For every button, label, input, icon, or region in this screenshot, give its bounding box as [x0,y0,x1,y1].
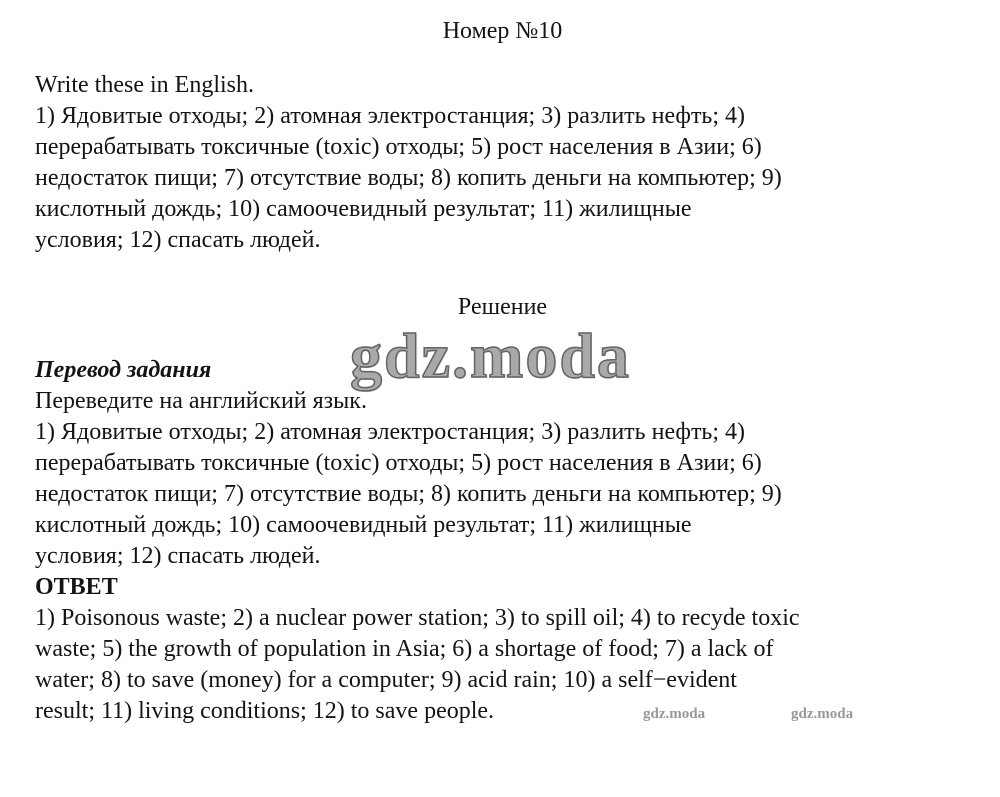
task-line: недостаток пищи; 7) отсутствие воды; 8) копить деньги на компьютер; 9) [35,165,782,191]
answer-line: water; 8) to save (money) for a computer; 9) acid rain; 10) a self−evident [35,667,737,693]
task-line: кислотный дождь; 10) самоочевидный результат; 11) жилищные [35,196,692,222]
answer-line: result; 11) living conditions; 12) to save people. [35,698,495,724]
page-title: Номер №10 [442,18,563,44]
task-intro: Write these in English. [35,72,254,98]
answer-line: waste; 5) the growth of population in Asia; 6) a shortage of food; 7) a lack of [35,636,774,662]
answer-line: 1) Poisonous waste; 2) a nuclear power station; 3) to spill oil; 4) to recyde toxic [35,605,800,631]
watermark-small: gdz.moda [643,706,706,722]
translation-intro: Переведите на английский язык. [35,388,367,414]
watermark-large: gdz.moda [350,320,631,391]
watermark-small: gdz.moda [791,706,854,722]
answer-heading: ОТВЕТ [35,574,118,600]
translation-heading: Перевод задания [35,357,212,383]
solution-heading: Решение [457,294,548,320]
translation-line: перерабатывать токсичные (toxic) отходы; 5) рост населения в Азии; 6) [35,450,762,476]
task-section [35,70,970,256]
translation-line: 1) Ядовитые отходы; 2) атомная электростанция; 3) разлить нефть; 4) [35,419,746,445]
answer-section [35,572,970,727]
task-line: 1) Ядовитые отходы; 2) атомная электростанция; 3) разлить нефть; 4) [35,103,746,129]
task-line: перерабатывать токсичные (toxic) отходы; 5) рост населения в Азии; 6) [35,134,762,160]
translation-line: условия; 12) спасать людей. [35,543,321,569]
translation-line: недостаток пищи; 7) отсутствие воды; 8) копить деньги на компьютер; 9) [35,481,782,507]
task-line: условия; 12) спасать людей. [35,227,321,253]
translation-line: кислотный дождь; 10) самоочевидный результат; 11) жилищные [35,512,692,538]
